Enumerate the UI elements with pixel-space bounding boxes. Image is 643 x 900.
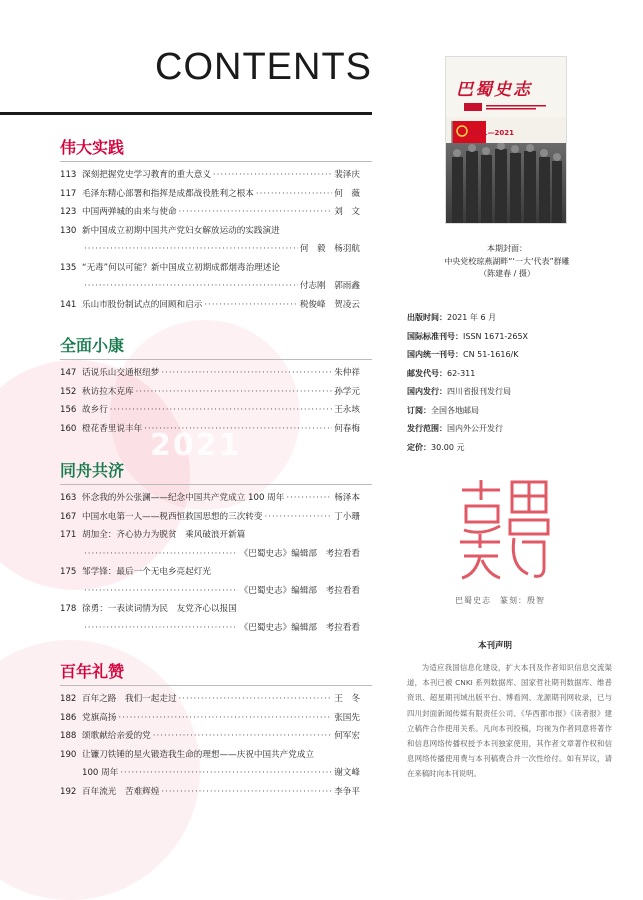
cover-caption-title: 本期封面： [487, 244, 527, 253]
toc-line [82, 384, 360, 400]
toc-title: 让镰刀铁锤的星火锻造我生命的理想——庆祝中国共产党成立 [82, 749, 315, 760]
toc-author: 朱仲祥 [334, 368, 360, 378]
publication-label: 订阅： [407, 405, 431, 415]
toc-title: 百年之路 我们一起走过 [82, 694, 177, 704]
cover-image [445, 56, 567, 224]
toc-page-number: 160 [60, 423, 77, 434]
publication-label: 邮发代号： [407, 368, 447, 378]
toc-author: 刘 文 [334, 207, 360, 217]
toc-line [82, 620, 360, 636]
toc-entry[interactable] [60, 384, 360, 400]
toc-page-number: 163 [60, 493, 77, 503]
toc-entry[interactable] [60, 421, 360, 437]
publication-row [407, 312, 496, 323]
toc-title-continued: 100 周年 [82, 768, 119, 778]
toc-title: 橙花香里说丰年 [82, 423, 143, 434]
toc-entry[interactable] [60, 564, 360, 580]
publication-row [407, 386, 511, 397]
toc-title: 中国水电第一人——税西恒救国思想的三次转变 [82, 511, 263, 522]
toc-line [82, 241, 360, 257]
publication-value: 国内外公开发行 [447, 424, 503, 433]
toc-entry-continued[interactable] [60, 241, 360, 257]
toc-leader-dots [84, 546, 238, 562]
toc-author: 付志刚 郭雨鑫 [299, 281, 360, 291]
toc-entry[interactable] [60, 297, 360, 313]
toc-entry[interactable] [60, 204, 360, 220]
toc-title: 中国两弹城的由来与使命 [82, 207, 177, 217]
toc-title: 颂歌献给亲爱的党 [82, 731, 151, 741]
publication-row [407, 368, 475, 379]
toc-page-number: 147 [60, 368, 77, 378]
publication-label: 国际标准刊号： [407, 331, 463, 341]
toc-line [82, 546, 360, 562]
toc-page-number: 188 [60, 731, 77, 741]
toc-page-number: 192 [60, 786, 77, 797]
toc-author: 何军宏 [334, 731, 360, 741]
toc-leader-dots [161, 784, 332, 800]
toc-leader-dots [120, 765, 332, 781]
toc-title: 百年流光 苦难辉煌 [82, 786, 160, 797]
toc-line [82, 204, 360, 220]
toc-page-number: 182 [60, 694, 77, 704]
toc-author: 何 薇 [334, 188, 360, 199]
toc-title: 邹学锋：最后一个无电乡亮起灯光 [82, 567, 211, 577]
toc-leader-dots [84, 241, 298, 257]
toc-line [82, 421, 360, 437]
toc-leader-dots [256, 186, 332, 202]
toc-page-number: 175 [60, 567, 77, 577]
page-title: CONTENTS [155, 46, 372, 88]
publication-label: 国内发行： [407, 387, 447, 396]
toc-page-number: 167 [60, 511, 77, 522]
toc-title: 秋访拉木克库 [82, 386, 134, 397]
toc-author: 孙学元 [334, 386, 360, 397]
toc-title: 怀念我的外公张澜——纪念中国共产党成立 100 周年 [82, 493, 285, 503]
toc-page-number: 178 [60, 604, 77, 614]
cover-caption-line1: 中央党校琼燕湖畔“‘一大’代表”群雕 [444, 257, 570, 266]
toc-entry[interactable] [60, 601, 360, 617]
seal-stamp-icon [452, 476, 560, 584]
publication-row [407, 442, 464, 453]
publication-row [407, 349, 518, 360]
toc-entry[interactable] [60, 509, 360, 525]
toc-leader-dots [213, 167, 332, 183]
notice-title: 本刊声明 [478, 641, 513, 651]
toc-page-number: 190 [60, 749, 77, 760]
toc-line [82, 728, 360, 744]
section-rule [60, 484, 372, 485]
toc-page-number: 141 [60, 299, 77, 310]
toc-leader-dots [286, 490, 332, 506]
toc-entry[interactable] [60, 710, 360, 726]
toc-entry[interactable] [60, 402, 360, 418]
toc-line [82, 509, 360, 525]
cover-years: 1921—2021 [468, 129, 514, 137]
toc-page-number: 135 [60, 262, 77, 273]
toc-entry-continued[interactable] [60, 583, 360, 599]
publication-label: 定价： [407, 442, 431, 452]
toc-author: 丁小珊 [334, 511, 360, 522]
toc-entry-continued[interactable] [60, 546, 360, 562]
toc-author: 杨泽本 [334, 493, 360, 503]
toc-title: 深刻把握党史学习教育的重大意义 [82, 170, 211, 180]
cover-logo: 巴蜀史志 [456, 80, 532, 100]
toc-author: 王永垓 [334, 405, 360, 415]
publication-value: CN 51-1616/K [463, 350, 519, 359]
toc-page-number: 152 [60, 386, 77, 397]
toc-entry[interactable] [60, 167, 360, 183]
toc-leader-dots [84, 278, 298, 294]
toc-entry-continued[interactable] [60, 620, 360, 636]
seal-caption: 巴蜀史志 篆刻：殷智 [455, 596, 545, 605]
toc-line [82, 784, 360, 800]
toc-page-number: 156 [60, 405, 77, 415]
toc-title: 故乡行 [82, 405, 108, 415]
toc-entry[interactable] [60, 728, 360, 744]
toc-leader-dots [144, 421, 332, 437]
toc-title: 党旗高扬 [82, 712, 117, 723]
cover-caption-line2: （陈建春 / 摄） [479, 269, 535, 278]
toc-entry[interactable] [60, 365, 360, 381]
toc-page-number: 123 [60, 207, 77, 217]
section-rule [60, 161, 372, 162]
toc-leader-dots [204, 297, 298, 313]
publication-label: 出版时间： [407, 313, 447, 322]
toc-title: “无毒”何以可能？新中国成立初期成都烟毒治理述论 [82, 262, 280, 273]
toc-line [82, 167, 360, 183]
toc-line [82, 490, 360, 506]
cover-100-badge-icon [464, 102, 554, 112]
section-heading: 百年礼赞 [60, 662, 125, 681]
toc-author: 何 毅 杨羽航 [299, 244, 360, 254]
publication-row [407, 423, 503, 434]
toc-entry-continued[interactable] [60, 278, 360, 294]
toc-author: 裴泽庆 [334, 170, 360, 180]
toc-entry[interactable] [60, 527, 360, 543]
toc-page-number: 117 [60, 188, 77, 199]
title-rule [0, 112, 372, 115]
toc-entry[interactable] [60, 260, 360, 276]
sculpture-figures-icon [446, 143, 566, 223]
publication-value: 全国各地邮局 [431, 405, 479, 415]
toc-author: 《巴蜀史志》编辑部 考拉看看 [239, 548, 360, 559]
toc-title: 胡加全：齐心协力为脱贫 乘风破浪开新篇 [82, 530, 246, 540]
publication-value: 30.00 元 [431, 442, 465, 452]
toc-leader-dots [161, 365, 332, 381]
toc-line [82, 186, 360, 202]
publication-value: ISSN 1671-265X [463, 331, 529, 341]
toc-entry[interactable] [60, 747, 360, 763]
publication-label: 发行范围： [407, 424, 447, 433]
toc-leader-dots [179, 204, 333, 220]
toc-author: 《巴蜀史志》编辑部 考拉看看 [239, 622, 360, 633]
toc-leader-dots [110, 402, 332, 418]
toc-author: 李争平 [334, 786, 360, 797]
toc-line [82, 583, 360, 599]
toc-entry[interactable] [60, 490, 360, 506]
toc-line [82, 710, 360, 726]
toc-leader-dots [136, 384, 333, 400]
section-heading: 同舟共济 [60, 461, 125, 480]
toc-leader-dots [84, 620, 238, 636]
toc-line [82, 365, 360, 381]
toc-entry[interactable] [60, 691, 360, 707]
publication-row [407, 405, 479, 416]
toc-line [82, 402, 360, 418]
toc-line [82, 278, 360, 294]
toc-leader-dots [179, 691, 333, 707]
watermark-year: 2021 [150, 428, 242, 463]
toc-title: 毛泽东精心部署和指挥是成都战役胜利之根本 [82, 188, 254, 199]
publication-value: 四川省报刊发行局 [447, 387, 511, 396]
toc-title: 徐勇：一表读词情为民 友党齐心以报国 [82, 604, 237, 614]
toc-title: 话说乐山交通枢纽梦 [82, 368, 160, 378]
toc-author: 何春梅 [334, 423, 360, 434]
publication-row [407, 331, 528, 342]
section-rule [60, 685, 372, 686]
publication-value: 2021 年 6 月 [447, 313, 497, 322]
toc-page-number: 113 [60, 170, 77, 180]
toc-page-number: 186 [60, 712, 77, 723]
toc-author: 谢文峰 [334, 768, 360, 778]
toc-author: 《巴蜀史志》编辑部 考拉看看 [239, 585, 360, 596]
toc-entry[interactable] [60, 784, 360, 800]
toc-leader-dots [264, 509, 332, 525]
toc-entry-continued[interactable] [60, 765, 360, 781]
toc-line [82, 691, 360, 707]
toc-leader-dots [118, 710, 332, 726]
publication-label: 国内统一刊号： [407, 350, 463, 359]
publication-value: 62-311 [447, 368, 476, 378]
toc-line [82, 765, 360, 781]
toc-author: 张国先 [334, 712, 360, 723]
toc-entry[interactable] [60, 223, 360, 239]
toc-leader-dots [84, 583, 238, 599]
toc-page-number: 130 [60, 225, 77, 236]
section-heading: 全面小康 [60, 336, 125, 355]
toc-title: 乐山市股份制试点的回顾和启示 [82, 299, 203, 310]
toc-page-number: 171 [60, 530, 77, 540]
toc-author: 王 冬 [334, 694, 360, 704]
notice-body: 为适应我国信息化建设，扩大本刊及作者知识信息交流渠道，本刊已被 CNKI 系列数据库、国家哲社期刊数据库、维普资讯、超星期刊域出版平台、博看网、龙源期刊网收录，已与四川封面新闻传媒有限责任公司、《华西都市报》《读者报》建立稿件合作使用关系。凡向本刊投稿，均视为作者同意将著作和信息网络传播权授予本刊独家使用，其作者文章著作权和信息网络传播使用费与本刊稿费合并一次性给付。如有异议，请在来稿时向本刊说明。 [407, 663, 612, 779]
section-rule [60, 359, 372, 360]
toc-leader-dots [153, 728, 332, 744]
toc-title: 新中国成立初期中国共产党妇女解放运动的实践演进 [82, 225, 280, 236]
toc-entry[interactable] [60, 186, 360, 202]
cover-sculpture-photo [446, 143, 566, 223]
toc-line [82, 297, 360, 313]
section-heading: 伟大实践 [60, 138, 125, 157]
toc-author: 税俊峰 贺凌云 [299, 299, 360, 310]
